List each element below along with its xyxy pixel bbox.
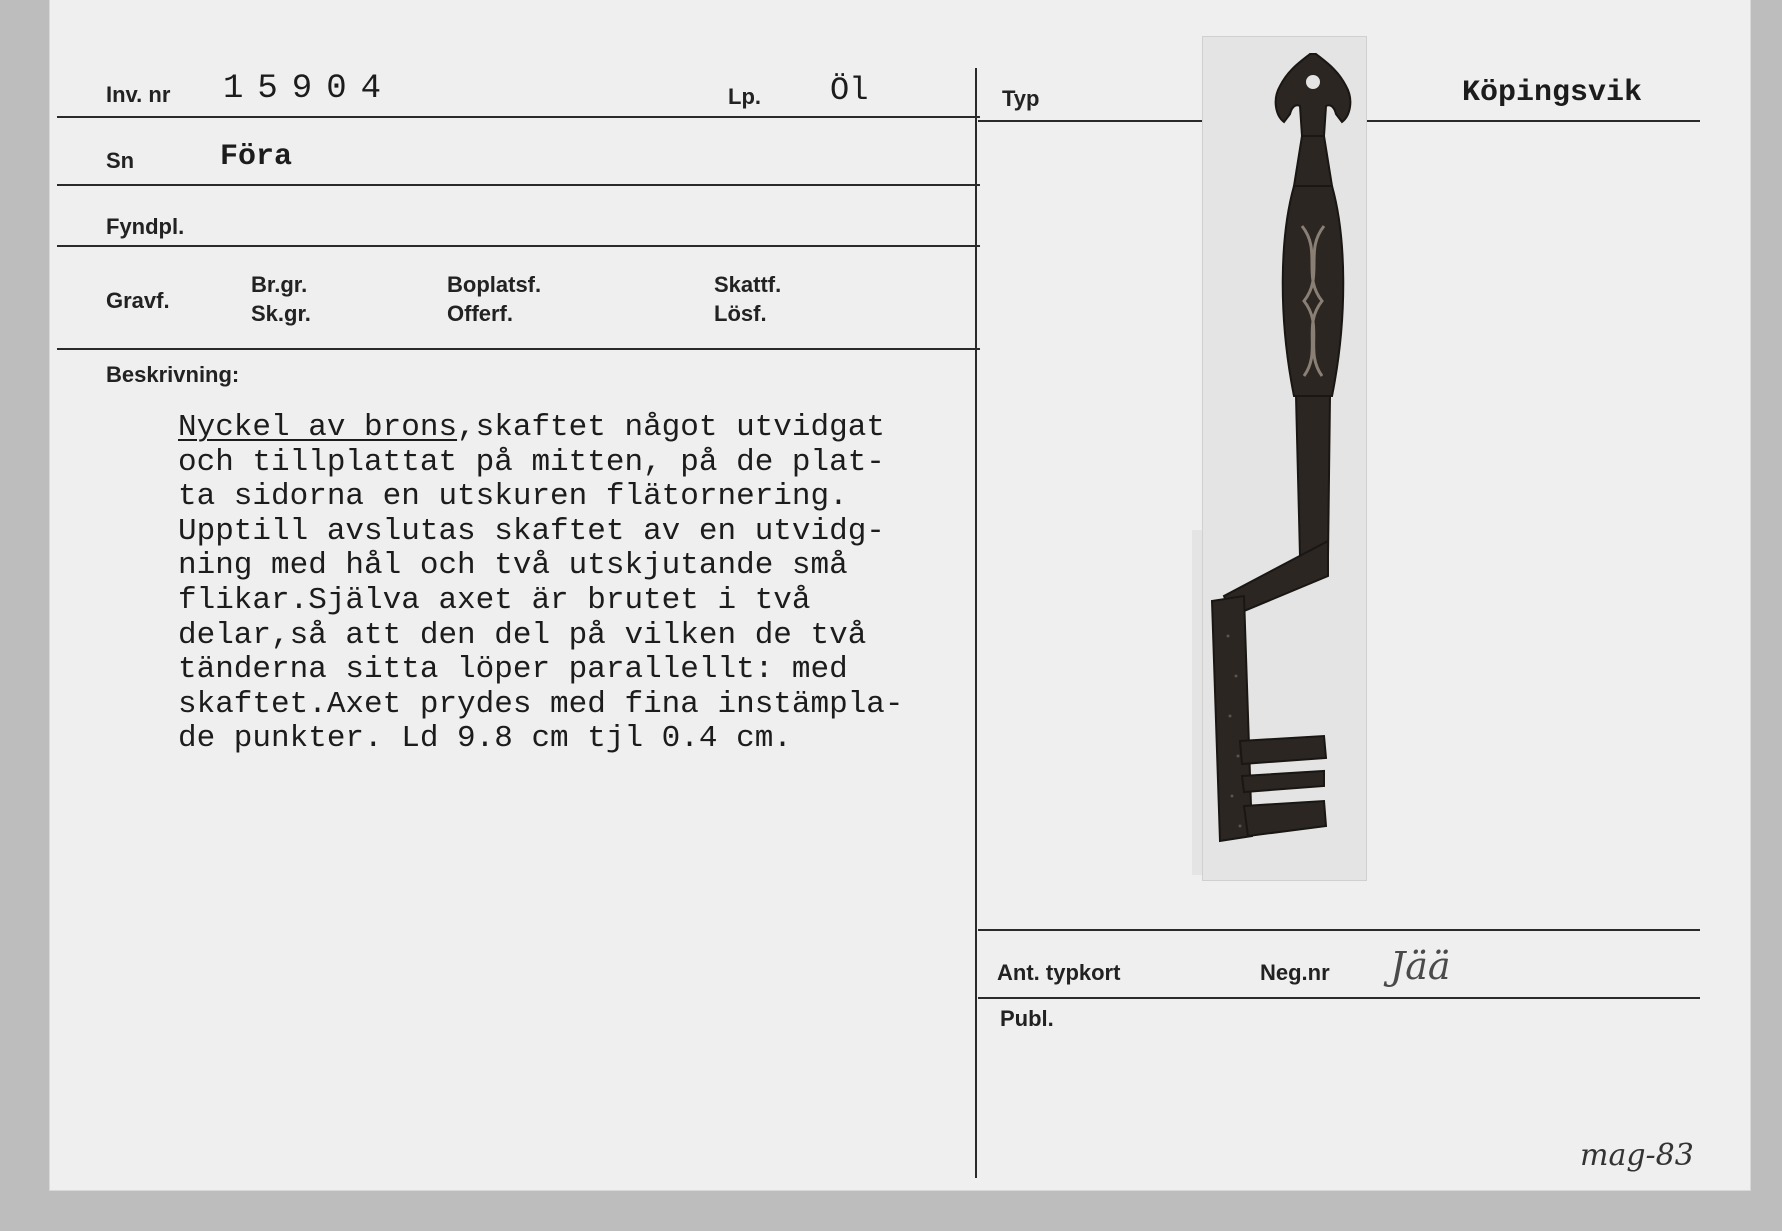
description-line: skaftet.Axet prydes med fina instämpla- — [178, 686, 904, 722]
rule-sn — [57, 184, 980, 186]
corner-note: mag-83 — [1580, 1138, 1694, 1173]
description-line: ta sidorna en utskuren flätornering. — [178, 479, 848, 515]
description-line: Upptill avslutas skaftet av en utvidg- — [178, 513, 885, 549]
lp-value: Öl — [830, 72, 869, 109]
rule-inv — [57, 116, 980, 118]
beskrivning-label: Beskrivning: — [106, 362, 240, 387]
description-line: delar,så att den del på vilken de två — [178, 617, 867, 653]
fyndpl-label: Fyndpl. — [106, 214, 185, 239]
neg-nr-label: Neg.nr — [1260, 960, 1330, 985]
br-gr-label: Br.gr. — [251, 272, 308, 297]
gravf-label: Gravf. — [106, 288, 170, 313]
typ-value: Köpingsvik — [1462, 76, 1643, 110]
skattf-label: Skattf. — [714, 272, 782, 297]
rule-fyndpl — [57, 245, 980, 247]
ant-typkort-label: Ant. typkort — [997, 960, 1121, 985]
sn-label: Sn — [106, 148, 135, 173]
publ-label: Publ. — [1000, 1006, 1054, 1031]
catalog-card — [50, 0, 1750, 1190]
description-line: tänderna sitta löper parallellt: med — [178, 652, 848, 688]
description-line: de punkter. Ld 9.8 cm tjl 0.4 cm. — [178, 721, 792, 757]
sk-gr-label: Sk.gr. — [251, 301, 311, 326]
rule-ant-top — [978, 929, 1700, 931]
inv-nr-label: Inv. nr — [106, 82, 171, 107]
description-line: ning med hål och två utskjutande små — [178, 548, 848, 584]
rule-gravf — [57, 348, 980, 350]
sn-value: Föra — [220, 140, 293, 174]
neg-nr-value: Jää — [1390, 944, 1451, 988]
losf-label: Lösf. — [714, 301, 767, 326]
typ-label: Typ — [1002, 86, 1040, 111]
description-line: flikar.Själva axet är brutet i två — [178, 582, 811, 618]
boplatsf-label: Boplatsf. — [447, 272, 542, 297]
rule-neg — [978, 997, 1700, 999]
description-underlined: Nyckel av brons — [178, 410, 458, 445]
description-line — [178, 411, 1038, 446]
description-line-rest: ,skaftet något utvidgat — [457, 410, 885, 445]
inv-nr-value: 15904 — [223, 70, 396, 108]
lp-label: Lp. — [728, 84, 761, 109]
bronze-key-photo-icon — [1192, 36, 1392, 886]
description-text — [178, 411, 1038, 757]
offerf-label: Offerf. — [447, 301, 513, 326]
description-line: och tillplattat på mitten, på de plat- — [178, 444, 885, 480]
